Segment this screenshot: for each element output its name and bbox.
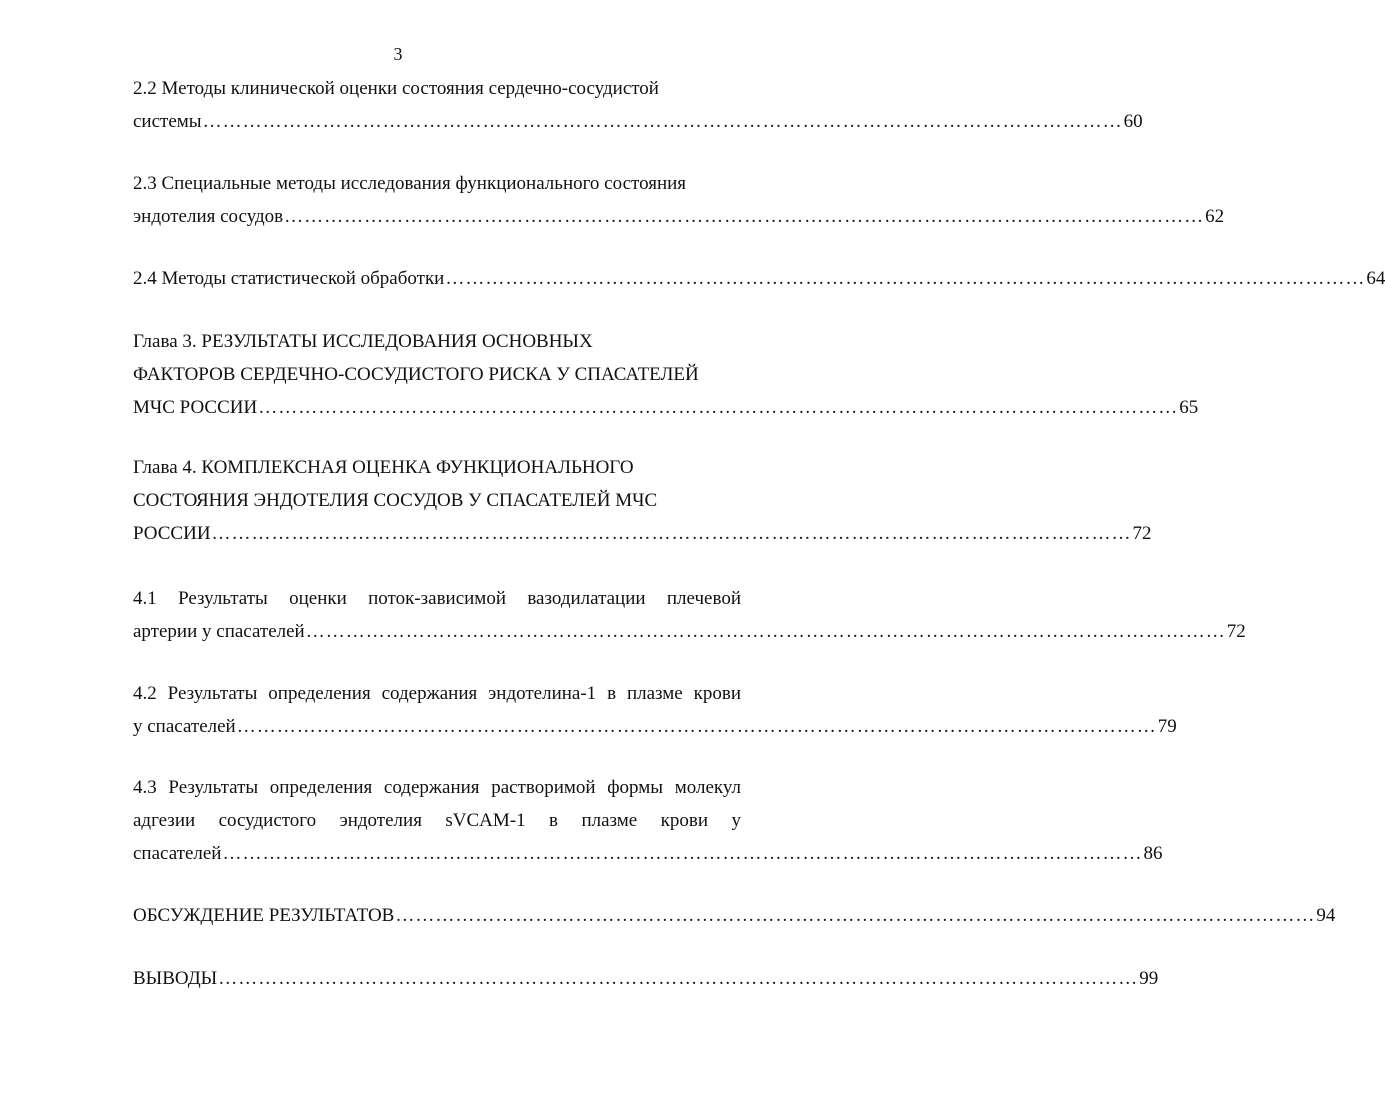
- leader-dots: …………………………………………………………………………………………………………………………: [218, 968, 1139, 989]
- toc-page-number: 65: [1179, 397, 1199, 418]
- toc-entry-last-line: [133, 962, 1159, 995]
- toc-entry-line: Глава 4. КОМПЛЕКСНАЯ ОЦЕНКА ФУНКЦИОНАЛЬНОГО: [133, 457, 634, 478]
- toc-entry-line: СОСТОЯНИЯ ЭНДОТЕЛИЯ СОСУДОВ У СПАСАТЕЛЕЙ МЧС: [133, 490, 658, 511]
- leader-dots: …………………………………………………………………………………………………………………………: [395, 905, 1316, 926]
- toc-entry-line: 4.1 Результаты оценки поток-зависимой вазодилатации плечевой: [133, 588, 741, 609]
- toc-page-number: 99: [1139, 968, 1159, 989]
- leader-dots: …………………………………………………………………………………………………………………………: [222, 843, 1143, 864]
- leader-dots: …………………………………………………………………………………………………………………………: [445, 268, 1366, 289]
- toc-entry-line: 2.3 Специальные методы исследования функционального состояния: [133, 173, 687, 194]
- toc-page-number: 72: [1226, 621, 1246, 642]
- toc-entry-conclusions: [133, 962, 1159, 995]
- toc-page-number: 60: [1123, 111, 1143, 132]
- toc-page-number: 72: [1132, 523, 1152, 544]
- leader-dots: …………………………………………………………………………………………………………………………: [202, 111, 1123, 132]
- page-number: 3: [393, 44, 403, 64]
- toc-entry-2-4: [133, 262, 1385, 295]
- toc-entry-line: 2.2 Методы клинической оценки состояния сердечно-сосудистой: [133, 78, 659, 99]
- toc-entry-last-line: [133, 200, 1225, 233]
- toc-entry-line: Глава 3. РЕЗУЛЬТАТЫ ИССЛЕДОВАНИЯ ОСНОВНЫХ: [133, 331, 593, 352]
- toc-page-number: 79: [1157, 716, 1177, 737]
- toc-entry-text: у спасателей: [133, 716, 236, 737]
- toc-entry-line: 4.2 Результаты определения содержания эндотелина-1 в плазме крови: [133, 683, 741, 704]
- toc-page-number: 94: [1316, 905, 1336, 926]
- toc-page-number: 86: [1143, 843, 1163, 864]
- toc-entry-2-2: [133, 72, 1143, 138]
- toc-entry-last-line: [133, 105, 1143, 138]
- toc-entry-text: 2.4 Методы статистической обработки: [133, 268, 445, 289]
- leader-dots: …………………………………………………………………………………………………………………………: [284, 206, 1205, 227]
- toc-entry-4-1: [133, 582, 1246, 648]
- toc-entry-line: ФАКТОРОВ СЕРДЕЧНО-СОСУДИСТОГО РИСКА У СПАСАТЕЛЕЙ: [133, 364, 699, 385]
- toc-entry-last-line: [133, 710, 1177, 743]
- toc-entry-text: ВЫВОДЫ: [133, 968, 218, 989]
- toc-entry-last-line: [133, 517, 1152, 550]
- toc-entry-text: системы: [133, 111, 202, 132]
- toc-entry-text: РОССИИ: [133, 523, 211, 544]
- leader-dots: …………………………………………………………………………………………………………………………: [258, 397, 1179, 418]
- toc-entry-text: артерии у спасателей: [133, 621, 305, 642]
- toc-page-number: 62: [1205, 206, 1225, 227]
- toc-entry-line: 4.3 Результаты определения содержания растворимой формы молекул: [133, 777, 741, 798]
- toc-entry-discussion: [133, 899, 1336, 932]
- toc-entry-last-line: [133, 391, 1199, 424]
- toc-entry-last-line: [133, 899, 1336, 932]
- toc-entry-last-line: [133, 262, 1385, 295]
- leader-dots: …………………………………………………………………………………………………………………………: [211, 523, 1132, 544]
- leader-dots: …………………………………………………………………………………………………………………………: [305, 621, 1226, 642]
- toc-page-number: 64: [1366, 268, 1385, 289]
- toc-entry-2-3: [133, 167, 1225, 233]
- toc-entry-last-line: [133, 615, 1246, 648]
- toc-entry-text: спасателей: [133, 843, 222, 864]
- toc-entry-line: адгезии сосудистого эндотелия sVCAM-1 в плазме крови у: [133, 810, 741, 831]
- toc-entry-chapter-4: [133, 451, 1152, 550]
- toc-entry-4-3: [133, 771, 1163, 870]
- toc-entry-text: эндотелия сосудов: [133, 206, 284, 227]
- toc-entry-last-line: [133, 837, 1163, 870]
- leader-dots: …………………………………………………………………………………………………………………………: [236, 716, 1157, 737]
- toc-entry-4-2: [133, 677, 1177, 743]
- toc-entry-chapter-3: [133, 325, 1199, 424]
- toc-entry-text: ОБСУЖДЕНИЕ РЕЗУЛЬТАТОВ: [133, 905, 395, 926]
- toc-entry-text: МЧС РОССИИ: [133, 397, 258, 418]
